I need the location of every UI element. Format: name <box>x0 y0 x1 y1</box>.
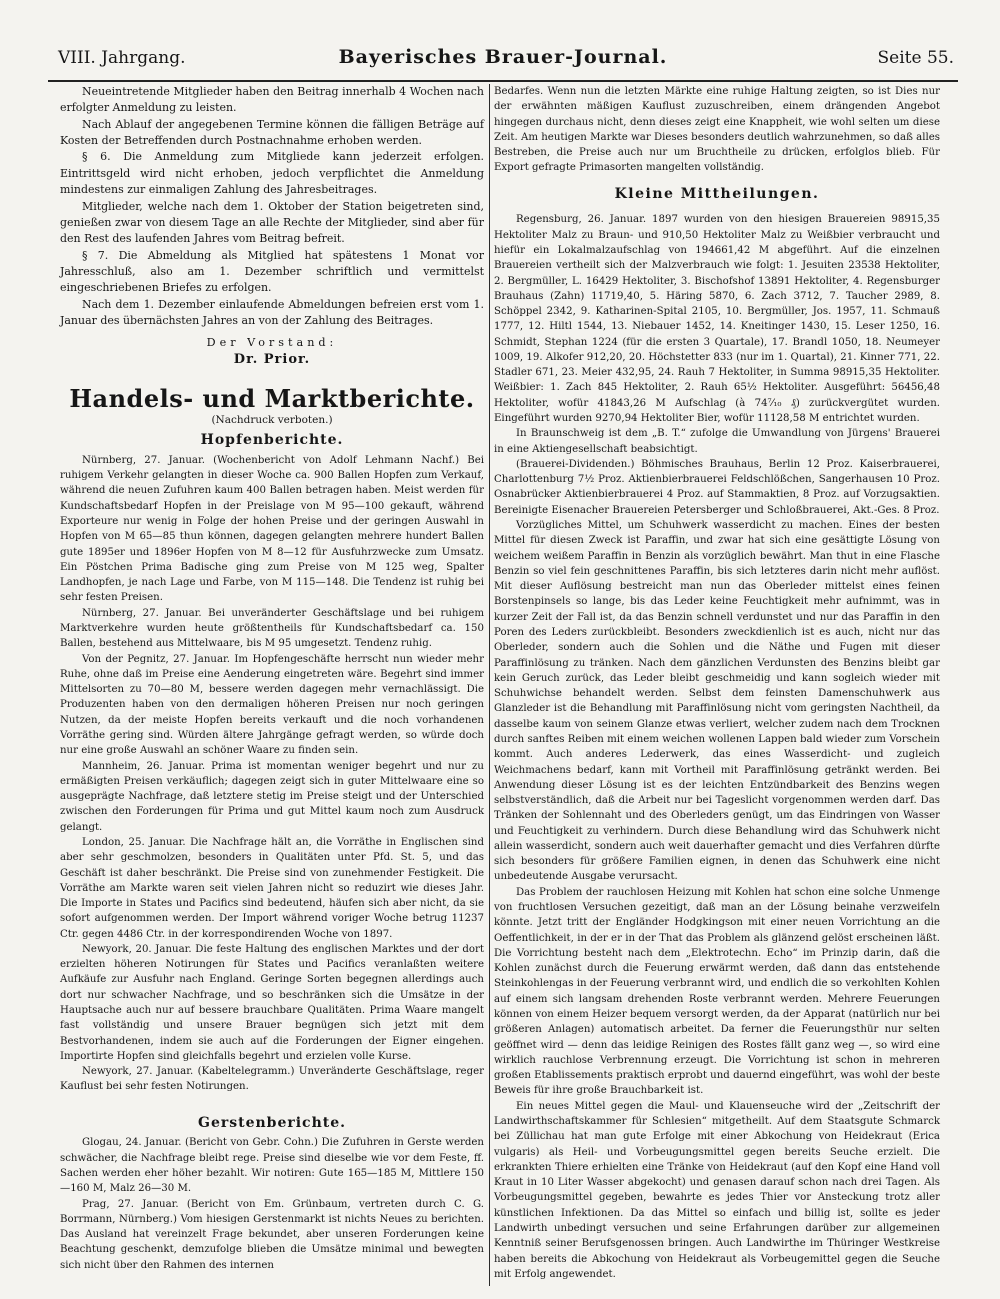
section-heading-market-reports: Handels- und Marktberichte. <box>69 383 475 413</box>
reprint-note: (Nachdruck verboten.) <box>211 413 333 426</box>
page-number: Seite 55. <box>877 48 954 68</box>
hop-report: London, 25. Januar. Die Nachfrage hält an, die Vorräthe in Englischen sind aber sehr geschmolzen, besonders in Qualitäten unter Pfd. St. 5, und das Geschäft ist daher beschränkt. Die Preise sind von zunehmender Festigkeit. Die Vorräthe am Markte waren seit vielen Jahren nicht so reduzirt wie dieses Jahr. Die Importe in States und Pacifics sind bedeutend, häufen sich aber nicht, da sie sofort aufgenommen werden. Der Import während voriger Woche betrug 11237 Ctr. gegen 4486 Ctr. in der korrespondirenden Woche von 1897. <box>60 836 484 940</box>
hop-report: Newyork, 20. Januar. Die feste Haltung des englischen Marktes und der dort erzielten höheren Notirungen für States und Pacifics veranlaßten weitere Aufkäufe zur Ausfuhr nach England. Geringe Sorten begegnen allerdings auch dort nur schwacher Nachfrage, und so beschränken sich die Umsätze in der Hauptsache auch nur auf bessere brauchbare Qualitäten. Prima Waare mangelt fast vollständig und unsere Brauer begnügen sich jetzt mit dem Bestvorhandenen, indem sie auch auf die Forderungen der Eigner eingehen. Importirte Hopfen sind gleichfalls begehrt und erzielen volle Kurse. <box>60 943 484 1062</box>
news-item: (Brauerei-Dividenden.) Böhmisches Brauhaus, Berlin 12 Proz. Kaiserbrauerei, Charlottenburg 7½ Proz. Aktienbierbrauerei Feldschlößchen, Sangerhausen 10 Proz. Osnabrücker Aktienbierbrauerei 4 Proz. auf Stammaktien, 8 Proz. auf Vorzugsaktien. Bereinigte Eisenacher Brauereien Petersberger und Schloßbrauerei, Akt.-Ges. 8 Proz. <box>494 458 940 516</box>
hop-report: Nürnberg, 27. Januar. Bei unveränderter Geschäftslage und bei ruhigem Marktverkehre wurden heute größtentheils für Kundschaftsbedarf ca. 150 Ballen, bestehend aus Mittelwaare, bis M 95 umgesetzt. Tendenz ruhig. <box>60 607 484 650</box>
news-item: Vorzügliches Mittel, um Schuhwerk wasserdicht zu machen. Eines der besten Mittel für diesen Zweck ist Paraffin, und zwar hat sich eine gesättigte Lösung von weichem weißem Paraffin in Benzin als vorzüglich bewährt. Man thut in eine Flasche Benzin so viel fein geschnittenes Paraffin, bis sich letzteres darin nicht mehr auflöst. Mit dieser Auflösung bestreicht man nun das Oberleder mittelst eines feinen Borstenpinsels so lange, bis das Leder keine Feuchtigkeit mehr aufnimmt, was in kurzer Zeit der Fall ist, da das Benzin schnell verdunstet und nur das Paraffin in den Poren des Leders zurückbleibt. Besonders zweckdienlich ist es auch, nicht nur das Oberleder, sondern auch die Sohlen und die Näthe und Fugen mit dieser Paraffinlösung zu tränken. Nach dem gänzlichen Verdunsten des Benzins bleibt gar kein Geruch zurück, das Leder bleibt geschmeidig und kann sogleich wieder mit Schuhwichse behandelt werden. Selbst dem feinsten Damenschuhwerk aus Glanzleder ist die Behandlung mit Paraffinlösung nicht vom geringsten Nachtheil, da dasselbe kaum von seinem Glanze etwas verliert, welcher zudem nach dem Trocknen durch sanftes Reiben mit einem weichen wollenen Lappen bald wieder zum Vorschein kommt. Auch anderes Lederwerk, das eines Wasserdicht- und zugleich Weichmachens bedarf, kann mit Vortheil mit Paraffinlösung getränkt werden. Bei Anwendung dieser Lösung ist es der leichten Entzündbarkeit des Benzins wegen selbstverständlich, daß die Arbeit nur bei Tageslicht vorgenommen werden darf. Das Tränken der Sohlennaht und des Oberleders genügt, um das Eindringen von Wasser und Feuchtigkeit zu verhindern. Durch diese Behandlung wird das Schuhwerk nicht allein wasserdicht, sondern auch weit dauerhafter gemacht und dies Verfahren dürfte sich besonders für größere Familien eignen, in denen das Schuhwerk eine nicht unbedeutende Ausgabe verursacht. <box>494 520 940 883</box>
barley-report: Prag, 27. Januar. (Bericht von Em. Grünbaum, vertreten durch C. G. Borrmann, Nürnberg.) Vom hiesigen Gerstenmarkt ist nichts Neues zu berichten. Das Ausland hat vereinzelt Frage bekundet, aber unseren Forderungen keine Beachtung geschenkt, demzufolge blieben die Umsätze minimal und bewegten sich nicht über den Rahmen des internen <box>60 1198 484 1271</box>
volume-label: VIII. Jahrgang. <box>58 48 186 68</box>
left-column <box>60 84 484 1273</box>
continuation-paragraph: Bedarfes. Wenn nun die letzten Märkte eine ruhige Haltung zeigten, so ist Dies nur der erwähnten mäßigen Kauflust zuzuschreiben, einem drängenden Angebot hingegen durchaus nicht, denn dieses zeigt eine Knappheit, wie wohl selten um diese Zeit. Am heutigen Markte war Dieses besonders deutlich wahrzunehmen, so daß alles Bestreben, die Preise auch nur um Bruchtheile zu drücken, erfolglos blieb. Für Export gefragte Primasorten mangelten vollständig. <box>494 86 940 174</box>
hop-report: Nürnberg, 27. Januar. (Wochenbericht von Adolf Lehmann Nachf.) Bei ruhigem Verkehr gelangten in dieser Woche ca. 900 Ballen Hopfen zum Verkauf, während die neuen Zufuhren kaum 400 Ballen betragen haben. Meist werden für Kundschaftsbedarf Hopfen in der Preislage von M 95—100 gekauft, während Exporteure nur wenig in Folge der hohen Preise und der geringen Auswahl in Hopfen von M 65—85 thun können, dagegen gelangten mehrere hundert Ballen gute 1895er und 1896er Hopfen von M 8—12 für Ausfuhrzwecke zum Umsatz. Ein Pöstchen Prima Badische ging zum Preise von M 125 weg, Spalter Landhopfen, je nach Lage und Farbe, von M 115—148. Die Tendenz ist ruhig bei sehr festen Preisen. <box>60 454 484 604</box>
news-item: Das Problem der rauchlosen Heizung mit Kohlen hat schon eine solche Unmenge von fruchtlosen Versuchen gezeitigt, daß man an der Lösung beinahe verzweifeln könnte. Jetzt tritt der Engländer Hodgkingson mit einer neuen Vorrichtung an die Oeffentlichkeit, in der er in der That das Problem als glänzend gelöst erscheinen läßt. Die Vorrichtung besteht nach dem „Elektrotechn. Echo“ im Prinzip darin, daß die Kohlen zunächst durch die Feuerung erwärmt werden, daß dann das entstehende Steinkohlengas in der Feuerung verbrannt wird, und endlich die so verkohlten Kohlen auf einem sich langsam drehenden Roste verbrannt werden. Mehrere Feuerungen können von einem Heizer bequem versorgt werden, da der Apparat (natürlich nur bei größeren Anlagen) automatisch arbeitet. Da ferner die Feuerungsthür nur selten geöffnet wird — denn das leidige Reinigen des Rostes fällt ganz weg —, so wird eine wirklich rauchlose Verbrennung erzeugt. Die Vorrichtung ist schon in mehreren großen Etablissements praktisch erprobt und dauernd eingeführt, was wohl der beste Beweis für ihre große Brauchbarkeit ist. <box>494 886 940 1097</box>
subheading-barley-reports: Gerstenberichte. <box>197 1114 346 1131</box>
intro-paragraph: Mitglieder, welche nach dem 1. Oktober der Station beigetreten sind, genießen zwar von diesem Tage an alle Rechte der Mitglieder, sind aber für den Rest des laufenden Jahres vom Beitrag befreit. <box>60 199 484 246</box>
intro-paragraph: Nach Ablauf der angegebenen Termine können die fälligen Beträge auf Kosten der Betreffenden durch Postnachnahme erhoben werden. <box>60 117 484 148</box>
barley-report: Glogau, 24. Januar. (Bericht von Gebr. Cohn.) Die Zufuhren in Gerste werden schwächer, die Nachfrage bleibt rege. Preise sind dieselbe wie vor dem Feste, ff. Sachen werden eher höher bezahlt. Wir notiren: Gute 165—185 M, Mittlere 150—160 M, Malz 26—30 M. <box>60 1137 484 1195</box>
intro-paragraph: Nach dem 1. Dezember einlaufende Abmeldungen befreien erst vom 1. Januar des übernächsten Jahres an von der Zahlung des Beitrages. <box>60 297 484 328</box>
news-item: In Braunschweig ist dem „B. T.“ zufolge die Umwandlung von Jürgens' Brauerei in eine Aktiengesellschaft beabsichtigt. <box>494 428 940 455</box>
page-header <box>48 46 958 82</box>
news-item: Regensburg, 26. Januar. 1897 wurden von den hiesigen Brauereien 98915,35 Hektoliter Malz zu Braun- und 910,50 Hektoliter Malz zu Weißbier verbraucht und hiefür ein Lokalmalzaufschlag von 194661,42 M abgeführt. Auf die einzelnen Brauereien vertheilt sich der Malzverbrauch wie folgt: 1. Jesuiten 23538 Hektoliter, 2. Bergmüller, L. 16429 Hektoliter, 3. Bischofshof 13891 Hektoliter, 4. Regensburger Brauhaus (Zahn) 11719,40, 5. Häring 5870, 6. Zach 3712, 7. Taucher 2989, 8. Schöppel 2342, 9. Katharinen-Spital 2105, 10. Bergmüller, Jos. 1957, 11. Schmauß 1777, 12. Hiltl 1544, 13. Niebauer 1452, 14. Kneitinger 1430, 15. Leser 1250, 16. Schmidt, Stephan 1224 (für die ersten 3 Quartale), 17. Brandl 1050, 18. Neumeyer 1009, 19. Alkofer 912,20, 20. Höchstetter 833 (nur im 1. Quartal), 21. Kinner 771, 22. Stadler 671, 23. Meier 432,95, 24. Rauh 7 Hektoliter, in Summa 98915,35 Hektoliter. Weißbier: 1. Zach 845 Hektoliter, 2. Rauh 65½ Hektoliter. Ausgeführt: 56456,48 Hektoliter, wofür 41843,26 M Aufschlag (à 74⁷⁄₁₀ ₰) zurückvergütet wurden. Eingeführt wurden 9270,94 Hektoliter Bier, wofür 11128,58 M entrichtet wurden. <box>494 214 940 425</box>
hop-report: Von der Pegnitz, 27. Januar. Im Hopfengeschäfte herrscht nun wieder mehr Ruhe, ohne daß im Preise eine Aenderung eingetreten wäre. Begehrt sind immer Mittelsorten zu 70—80 M, bessere werden dagegen mehr vernachlässigt. Die Produzenten haben von den dermaligen höheren Preisen nur noch geringen Nutzen, da der meiste Hopfen bereits verkauft und die noch vorhandenen Vorräthe gering sind. Würden ältere Jahrgänge gefragt werden, so würde doch nur eine große Auswahl an schöner Waare zu finden sein. <box>60 653 484 757</box>
intro-paragraph: Neueintretende Mitglieder haben den Beitrag innerhalb 4 Wochen nach erfolgter Anmeldung zu leisten. <box>60 85 484 115</box>
signature-label: Der Vorstand: <box>206 336 338 350</box>
hop-report: Newyork, 27. Januar. (Kabeltelegramm.) Unveränderte Geschäftslage, reger Kauflust bei sehr festen Notirungen. <box>60 1066 484 1093</box>
intro-paragraph: § 6. Die Anmeldung zum Mitgliede kann jederzeit erfolgen. Eintrittsgeld wird nicht erhoben, jedoch verpflichtet die Anmeldung mindestens zur einmaligen Zahlung des Jahresbeitrages. <box>60 150 484 197</box>
subheading-hop-reports: Hopfenberichte. <box>200 432 344 449</box>
news-item: Ein neues Mittel gegen die Maul- und Klauenseuche wird der „Zeitschrift der Landwirthschaftskammer für Schlesien“ mitgetheilt. Auf dem Staatsgute Schmarck bei Züllichau hat man gute Erfolge mit einer Abkochung von Heidekraut (Erica vulgaris) als Heil- und Vorbeugungsmittel gegen bereits Seuche erzielt. Die erkrankten Thiere erhielten eine Tränke von Heidekraut (auf den Kopf eine Hand voll Kraut in 10 Liter Wasser abgekocht) und genasen darauf schon nach drei Tagen. Als Vorbeugungsmittel gegeben, bewahrte es jedes Thier vor Ansteckung trotz aller künstlichen Infektionen. Da das Mittel so einfach und billig ist, sollte es jeder Landwirth unbedingt versuchen und seine Erfahrungen darüber zur allgemeinen Kenntniß seiner Berufsgenossen bringen. Auch Landwirthe im Thüringer Westkreise haben bereits die Abkochung von Heidekraut als Vorbeugemittel gegen die Seuche mit Erfolg angewendet. <box>494 1100 940 1280</box>
right-column <box>494 84 940 1282</box>
column-divider <box>489 84 490 1286</box>
signature-name: Dr. Prior. <box>233 352 311 368</box>
intro-paragraph: § 7. Die Abmeldung als Mitglied hat spätestens 1 Monat vor Jahresschluß, also am 1. Dezember schriftlich und vermittelst eingeschriebenen Briefes zu erfolgen. <box>60 248 484 295</box>
section-heading-short-news: Kleine Mittheilungen. <box>614 185 820 202</box>
journal-title: Bayerisches Brauer-Journal. <box>338 46 668 68</box>
hop-report: Mannheim, 26. Januar. Prima ist momentan weniger begehrt und nur zu ermäßigten Preisen verkäuflich; dagegen zeigt sich in guter Mittelwaare eine so ausgeprägte Nachfrage, daß letztere stetig im Preise steigt und der Unterschied zwischen den Forderungen für Prima und gut Mittel kaum noch zum Ausdruck gelangt. <box>60 760 484 833</box>
